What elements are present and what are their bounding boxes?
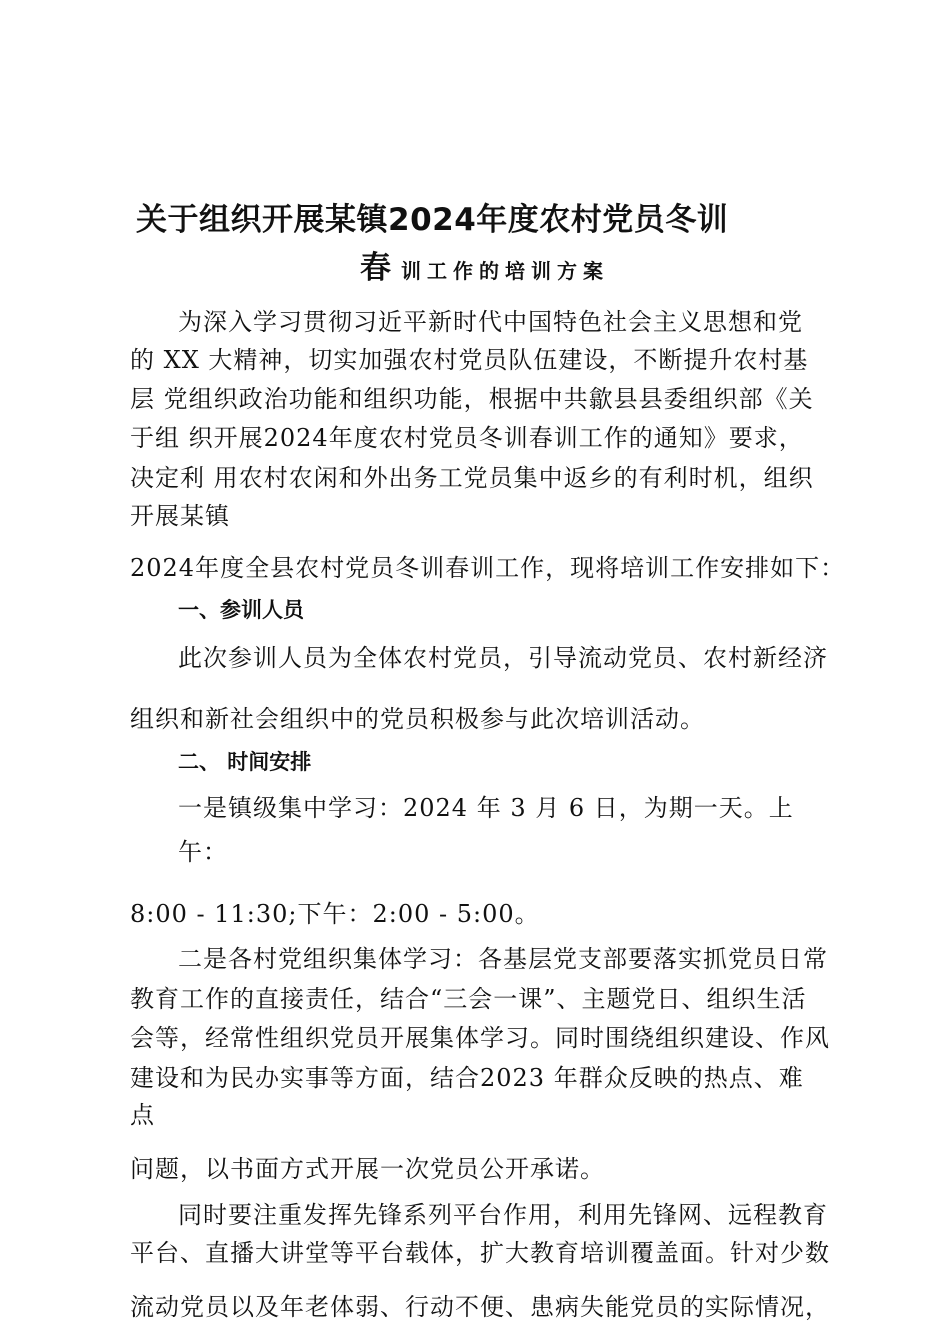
text-line: 的 XX 大精神，切实加强农村党员队伍建设，不断提升农村基 [130, 346, 809, 374]
text-line: 会等，经常性组织党员开展集体学习。同时围绕组织建设、作风 [130, 1024, 830, 1052]
section-heading: 二、 时间安排 [178, 750, 312, 774]
text-line: 2024年度全县农村党员冬训春训工作，现将培训工作安排如下： [130, 554, 846, 582]
text-line: 决定利 用农村农闲和外出务工党员集中返乡的有利时机，组织 [130, 464, 814, 492]
text-line: 8:00 - 11:30;下午：2:00 - 5:00。 [130, 900, 540, 928]
title-line-2 [360, 248, 609, 293]
title-line-2-large: 春 [360, 250, 391, 286]
text-line: 为深入学习贯彻习近平新时代中国特色社会主义思想和党 [178, 308, 803, 336]
text-line: 一是镇级集中学习：2024 年 3 月 6 日，为期一天。上 [178, 794, 794, 822]
text-line: 流动党员以及年老体弱、行动不便、患病失能党员的实际情况， [130, 1293, 830, 1321]
text-line: 层 党组织政治功能和组织功能，根据中共歙县县委组织部《关 [130, 385, 814, 413]
text-line: 同时要注重发挥先锋系列平台作用，利用先锋网、远程教育 [178, 1201, 828, 1229]
title-line-1: 关于组织开展某镇2024年度农村党员冬训 [136, 202, 729, 238]
text-line: 开展某镇 [130, 502, 230, 530]
section-heading: 一、参训人员 [178, 598, 304, 622]
text-line: 点 [130, 1101, 155, 1129]
text-line: 于组 织开展2024年度农村党员冬训春训工作的通知》要求， [130, 424, 804, 452]
text-line: 午： [178, 838, 228, 866]
text-line: 平台、直播大讲堂等平台载体，扩大教育培训覆盖面。针对少数 [130, 1239, 830, 1267]
text-line: 组织和新社会组织中的党员积极参与此次培训活动。 [130, 705, 705, 733]
text-line: 建设和为民办实事等方面，结合2023 年群众反映的热点、难 [130, 1064, 804, 1092]
text-line: 问题，以书面方式开展一次党员公开承诺。 [130, 1155, 605, 1183]
text-line: 此次参训人员为全体农村党员，引导流动党员、农村新经济 [178, 644, 828, 672]
text-line: 教育工作的直接责任，结合“三会一课”、主题党日、组织生活 [130, 985, 807, 1013]
text-line: 二是各村党组织集体学习：各基层党支部要落实抓党员日常 [178, 945, 828, 973]
title-line-2-small: 训工作的培训方案 [401, 259, 609, 283]
